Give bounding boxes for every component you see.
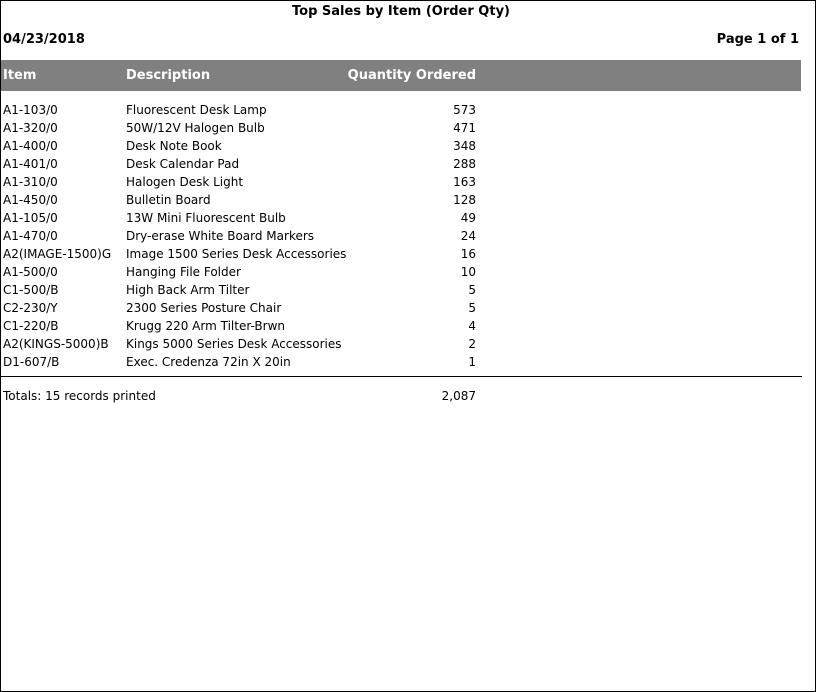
- row-quantity: 5: [468, 283, 476, 297]
- row-description: High Back Arm Tilter: [126, 283, 250, 297]
- row-item: C1-220/B: [3, 319, 59, 333]
- row-item: A2(KINGS-5000)B: [3, 337, 109, 351]
- table-row: [1, 192, 801, 210]
- totals-divider: [1, 376, 802, 377]
- row-quantity: 128: [453, 193, 476, 207]
- row-description: Desk Note Book: [126, 139, 222, 153]
- row-item: A1-500/0: [3, 265, 58, 279]
- report-title: Top Sales by Item (Order Qty): [292, 4, 510, 19]
- table-row: [1, 264, 801, 282]
- row-description: Kings 5000 Series Desk Accessories: [126, 337, 342, 351]
- row-item: A1-470/0: [3, 229, 58, 243]
- row-description: 50W/12V Halogen Bulb: [126, 121, 265, 135]
- table-row: [1, 228, 801, 246]
- row-description: Desk Calendar Pad: [126, 157, 240, 171]
- row-quantity: 24: [460, 229, 476, 243]
- row-description: Dry-erase White Board Markers: [126, 229, 315, 243]
- row-quantity: 16: [460, 247, 476, 261]
- row-item: A1-103/0: [3, 103, 58, 117]
- table-row: [1, 174, 801, 192]
- row-quantity: 348: [453, 139, 476, 153]
- row-quantity: 471: [453, 121, 476, 135]
- table-row: [1, 138, 801, 156]
- row-description: Krugg 220 Arm Tilter-Brwn: [126, 319, 285, 333]
- row-item: A1-450/0: [3, 193, 58, 207]
- row-quantity: 10: [460, 265, 476, 279]
- row-item: A1-320/0: [3, 121, 58, 135]
- row-description: Halogen Desk Light: [126, 175, 244, 189]
- row-quantity: 2: [468, 337, 476, 351]
- column-header-item: Item: [3, 68, 37, 83]
- page-number: Page 1 of 1: [716, 32, 799, 47]
- row-description: Bulletin Board: [126, 193, 211, 207]
- column-header-bar: [1, 60, 801, 91]
- table-row: [1, 282, 801, 300]
- row-quantity: 1: [468, 355, 476, 369]
- column-header-quantity: Quantity Ordered: [347, 68, 476, 83]
- column-header-description: Description: [126, 68, 211, 83]
- row-item: A2(IMAGE-1500)G: [3, 247, 112, 261]
- row-quantity: 4: [468, 319, 476, 333]
- report-date: 04/23/2018: [3, 32, 85, 47]
- totals-quantity: 2,087: [441, 389, 476, 403]
- table-row: [1, 354, 801, 372]
- row-item: A1-401/0: [3, 157, 58, 171]
- row-description: Image 1500 Series Desk Accessories: [126, 247, 347, 261]
- row-quantity: 5: [468, 301, 476, 315]
- row-description: Hanging File Folder: [126, 265, 241, 279]
- row-item: D1-607/B: [3, 355, 60, 369]
- row-quantity: 573: [453, 103, 476, 117]
- table-row: [1, 336, 801, 354]
- row-description: 13W Mini Fluorescent Bulb: [126, 211, 286, 225]
- table-row: [1, 102, 801, 120]
- table-row: [1, 300, 801, 318]
- row-item: A1-400/0: [3, 139, 58, 153]
- row-description: Fluorescent Desk Lamp: [126, 103, 267, 117]
- table-row: [1, 156, 801, 174]
- table-row: [1, 246, 801, 264]
- row-description: Exec. Credenza 72in X 20in: [126, 355, 291, 369]
- table-row: [1, 120, 801, 138]
- row-item: A1-105/0: [3, 211, 58, 225]
- report-rows: [1, 102, 801, 372]
- row-quantity: 49: [460, 211, 476, 225]
- row-item: C1-500/B: [3, 283, 59, 297]
- row-quantity: 163: [453, 175, 476, 189]
- row-description: 2300 Series Posture Chair: [126, 301, 282, 315]
- table-row: [1, 210, 801, 228]
- row-item: C2-230/Y: [3, 301, 58, 315]
- table-row: [1, 318, 801, 336]
- row-item: A1-310/0: [3, 175, 58, 189]
- row-quantity: 288: [453, 157, 476, 171]
- totals-label: Totals: 15 records printed: [3, 389, 156, 403]
